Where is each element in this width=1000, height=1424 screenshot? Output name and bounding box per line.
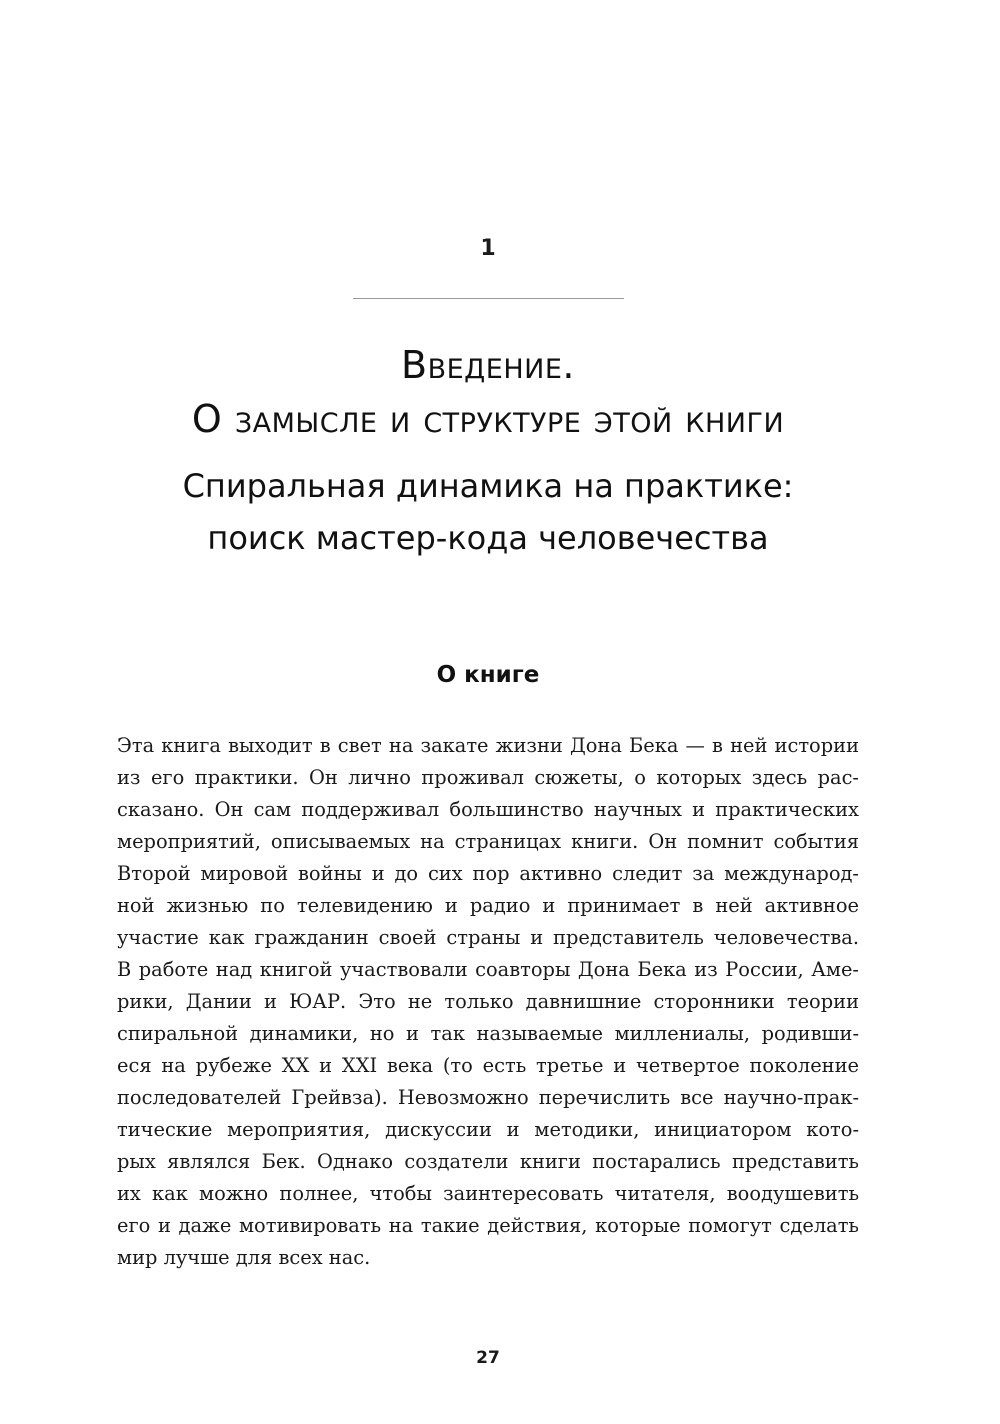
paragraph-line: участие как гражданин своей страны и представитель человечества. bbox=[117, 926, 859, 949]
paragraph-line: ной жизнью по телевидению и радио и принимает в ней активное bbox=[117, 894, 859, 917]
chapter-divider bbox=[353, 298, 624, 299]
chapter-number: 1 bbox=[480, 236, 496, 261]
chapter-subtitle-line: поиск мастер-кода человечества bbox=[207, 519, 769, 557]
paragraph-line: из его практики. Он лично проживал сюжеты, о которых здесь рас- bbox=[117, 766, 859, 789]
chapter-subtitle bbox=[0, 460, 976, 564]
paragraph-line: рых являлся Бек. Однако создатели книги постарались представить bbox=[117, 1150, 859, 1173]
paragraph-line: мир лучше для всех нас. bbox=[117, 1246, 371, 1269]
page-number: 27 bbox=[476, 1348, 500, 1368]
paragraph-line: спиральной динамики, но и так называемые миллениалы, родивши- bbox=[117, 1022, 859, 1045]
paragraph-line: Второй мировой войны и до сих пор активно следит за международ- bbox=[117, 862, 859, 885]
chapter-title bbox=[0, 338, 976, 446]
chapter-title-line: О замысле и структуре этой книги bbox=[191, 397, 785, 441]
paragraph-line: их как можно полнее, чтобы заинтересовать читателя, воодушевить bbox=[117, 1182, 859, 1205]
paragraph-line: В работе над книгой участвовали соавторы Дона Бека из России, Аме- bbox=[117, 958, 859, 981]
paragraph-line: рики, Дании и ЮАР. Это не только давнишние сторонники теории bbox=[117, 990, 859, 1013]
paragraph-line: еся на рубеже XX и XXI века (то есть третье и четвертое поколение bbox=[117, 1054, 859, 1077]
paragraph-line: последователей Грейвза). Невозможно перечислить все научно-прак- bbox=[117, 1086, 859, 1109]
paragraph-line: тические мероприятия, дискуссии и методики, инициатором кото- bbox=[117, 1118, 859, 1141]
chapter-title-line: Введение. bbox=[401, 343, 575, 387]
section-heading: О книге bbox=[436, 662, 540, 688]
body-paragraph bbox=[117, 730, 859, 1274]
chapter-subtitle-line: Спиральная динамика на практике: bbox=[182, 467, 794, 505]
paragraph-line: Эта книга выходит в свет на закате жизни Дона Бека — в ней истории bbox=[117, 734, 859, 757]
paragraph-line: сказано. Он сам поддерживал большинство научных и практических bbox=[117, 798, 859, 821]
paragraph-line: его и даже мотивировать на такие действия, которые помогут сделать bbox=[117, 1214, 859, 1237]
paragraph-line: мероприятий, описываемых на страницах книги. Он помнит события bbox=[117, 830, 859, 853]
